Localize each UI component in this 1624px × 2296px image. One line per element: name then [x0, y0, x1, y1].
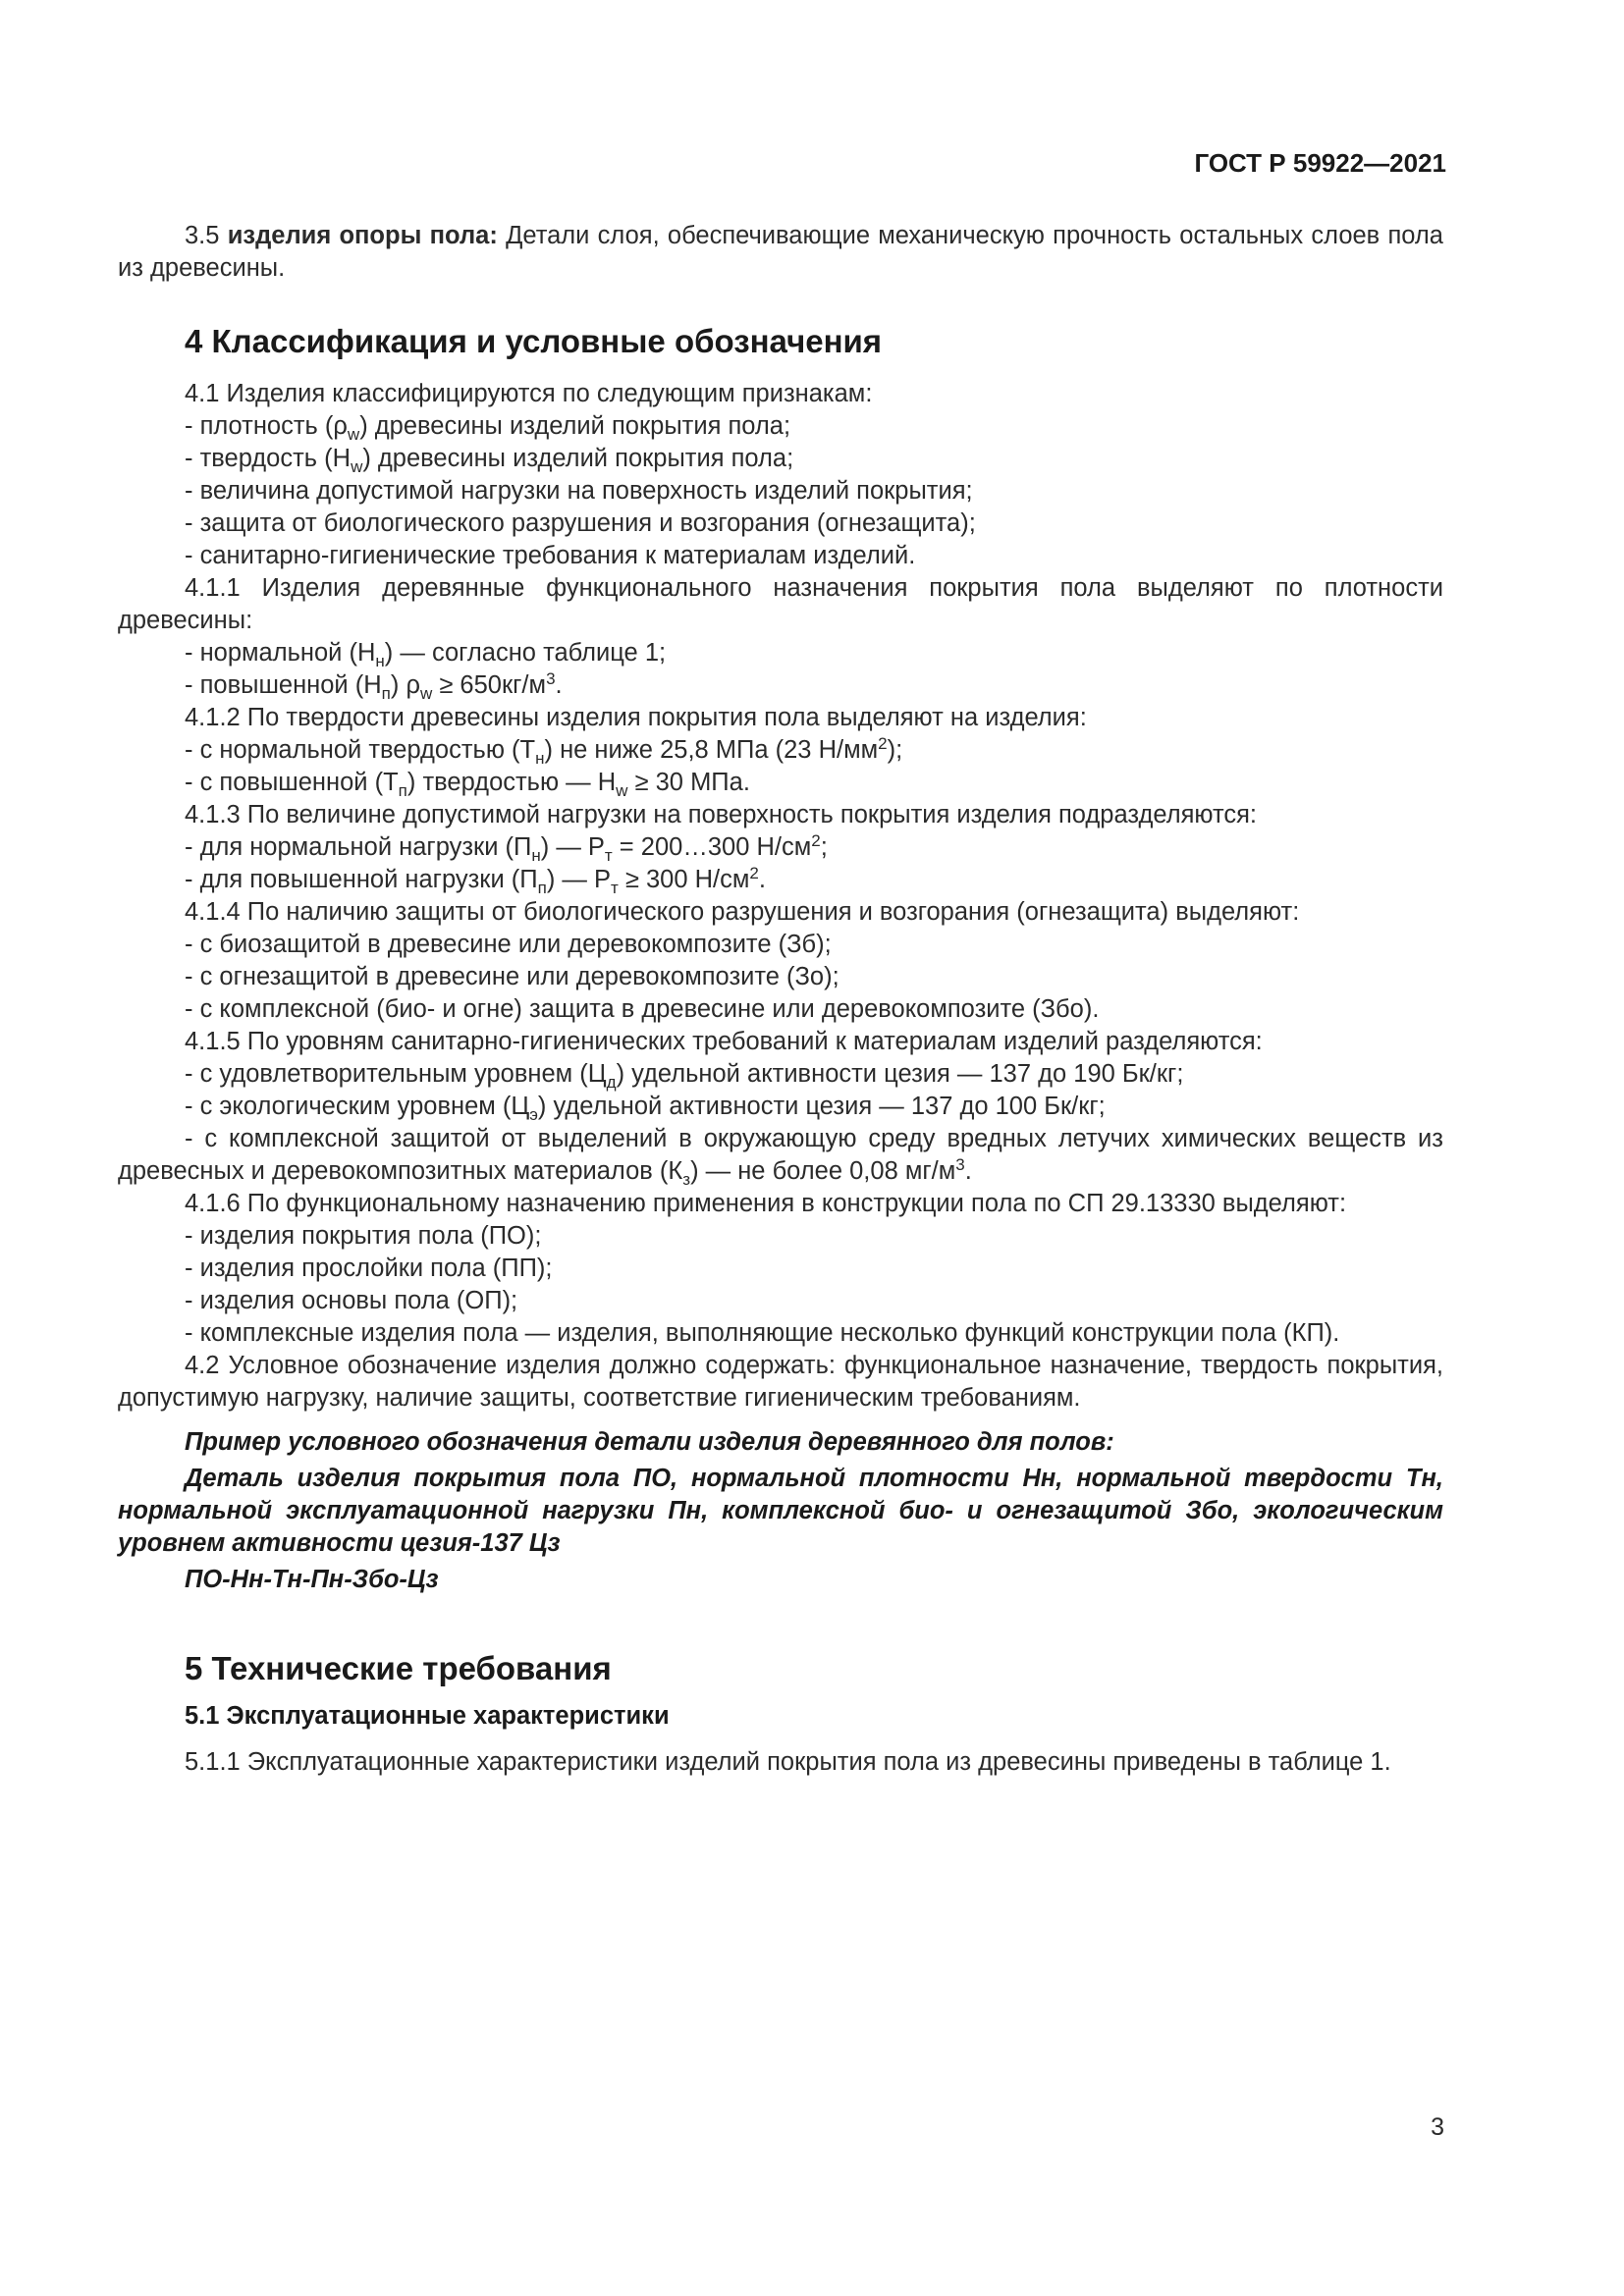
list-item: - изделия прослойки пола (ПП); — [185, 1255, 553, 1282]
list-item: - величина допустимой нагрузки на поверхность изделий покрытия; — [185, 477, 973, 505]
list-item: - с удовлетворительным уровнем $(Ц_д)$ удельной активности цезия — 137 до 190 Бк/кг; — [185, 1060, 1184, 1092]
list-item: - для повышенной нагрузки $(П_п)$ — $P_т \ge 300$ $Н/см^2$. — [185, 864, 766, 897]
definition-3-5: 3.5 изделия опоры пола: Детали слоя, обеспечивающие механическую прочность остальных слоев пола из древесины. — [118, 222, 1443, 282]
paragraph-4-1: 4.1 Изделия классифицируются по следующим признакам: — [185, 380, 873, 407]
example-text: Деталь изделия покрытия пола ПО, нормальной плотности Нн, нормальной твердости Тн, нормальной эксплуатационной нагрузки Пн, комплексной био- и огнезащитой Збо, экологическим уровнем активности цезия-137 Цз — [118, 1465, 1443, 1557]
defined-term: изделия опоры пола: — [227, 222, 498, 249]
list-item: - повышенной $(Н_п) \rho_w \ge 650кг/м^3$. — [185, 669, 563, 703]
example-code: ПО-Нн-Тн-Пн-Збо-Цз — [185, 1566, 439, 1593]
section-4-heading: 4 Классификация и условные обозначения — [185, 323, 883, 359]
list-item: - изделия основы пола (ОП); — [185, 1287, 518, 1314]
list-item: - с нормальной твердостью $(Т_н)$ не ниже 25,8 МПа (23 $Н/мм^2$); — [185, 734, 903, 768]
list-item: - с комплексной защитой от выделений в окружающую среду вредных летучих химических веществ из древесных и деревокомпозитных материалов $(К_з)$ — не более 0,08 $мг/м^3$. — [118, 1125, 1443, 1189]
list-item: - с комплексной (био- и огне) защита в древесине или деревокомпозите (Збо). — [185, 995, 1100, 1023]
list-item: - с биозащитой в древесине или деревокомпозите (Зб); — [185, 931, 832, 958]
document-code: ГОСТ Р 59922—2021 — [1194, 148, 1446, 178]
page-number: 3 — [1431, 2113, 1444, 2141]
list-item: - изделия покрытия пола (ПО); — [185, 1222, 542, 1250]
list-item: - с огнезащитой в древесине или деревокомпозите (Зо); — [185, 963, 839, 990]
paragraph-4-1-5: 4.1.5 По уровням санитарно-гигиенических требований к материалам изделий разделяются: — [185, 1028, 1263, 1055]
list-item: - с повышенной $(Т_п)$ твердостью — $H_w \ge 30$ МПа. — [185, 769, 750, 800]
list-item: - санитарно-гигиенические требования к материалам изделий. — [185, 542, 916, 569]
example-title: Пример условного обозначения детали изделия деревянного для полов: — [185, 1428, 1114, 1456]
page-content — [118, 220, 1443, 1779]
list-item: - для нормальной нагрузки $(П_н)$ — $P_т$ = 200…300 $Н/см^2$; — [185, 831, 828, 865]
subsection-5-1-heading: 5.1 Эксплуатационные характеристики — [185, 1702, 670, 1730]
section-5-heading: 5 Технические требования — [185, 1650, 612, 1686]
paragraph-4-1-4: 4.1.4 По наличию защиты от биологического разрушения и возгорания (огнезащита) выделяют: — [185, 898, 1300, 926]
list-item: - с экологическим уровнем $(Ц_э)$ удельной активности цезия — 137 до 100 Бк/кг; — [185, 1093, 1106, 1124]
list-item: - плотность $(\rho_w)$ древесины изделий покрытия пола; — [185, 412, 791, 444]
paragraph-4-1-6: 4.1.6 По функциональному назначению применения в конструкции пола по СП 29.13330 выделяют: — [185, 1190, 1347, 1217]
list-item: - защита от биологического разрушения и возгорания (огнезащита); — [185, 509, 976, 537]
list-item: - твердость $(H_w)$ древесины изделий покрытия пола; — [185, 445, 794, 476]
paragraph-4-1-3: 4.1.3 По величине допустимой нагрузки на поверхность покрытия изделия подразделяются: — [185, 801, 1258, 828]
paragraph-4-1-2: 4.1.2 По твердости древесины изделия покрытия пола выделяют на изделия: — [185, 704, 1087, 731]
list-item: - нормальной $(Н_н)$ — согласно таблице 1; — [185, 639, 667, 670]
list-item: - комплексные изделия пола — изделия, выполняющие несколько функций конструкции пола (КП). — [185, 1319, 1340, 1347]
paragraph-4-1-1: 4.1.1 Изделия деревянные функционального назначения покрытия пола выделяют по плотности древесины: — [118, 574, 1443, 634]
paragraph-5-1-1: 5.1.1 Эксплуатационные характеристики изделий покрытия пола из древесины приведены в таблице 1. — [185, 1748, 1391, 1776]
paragraph-4-2: 4.2 Условное обозначение изделия должно содержать: функциональное назначение, твердость покрытия, допустимую нагрузку, наличие защиты, соответствие гигиеническим требованиям. — [118, 1352, 1443, 1412]
